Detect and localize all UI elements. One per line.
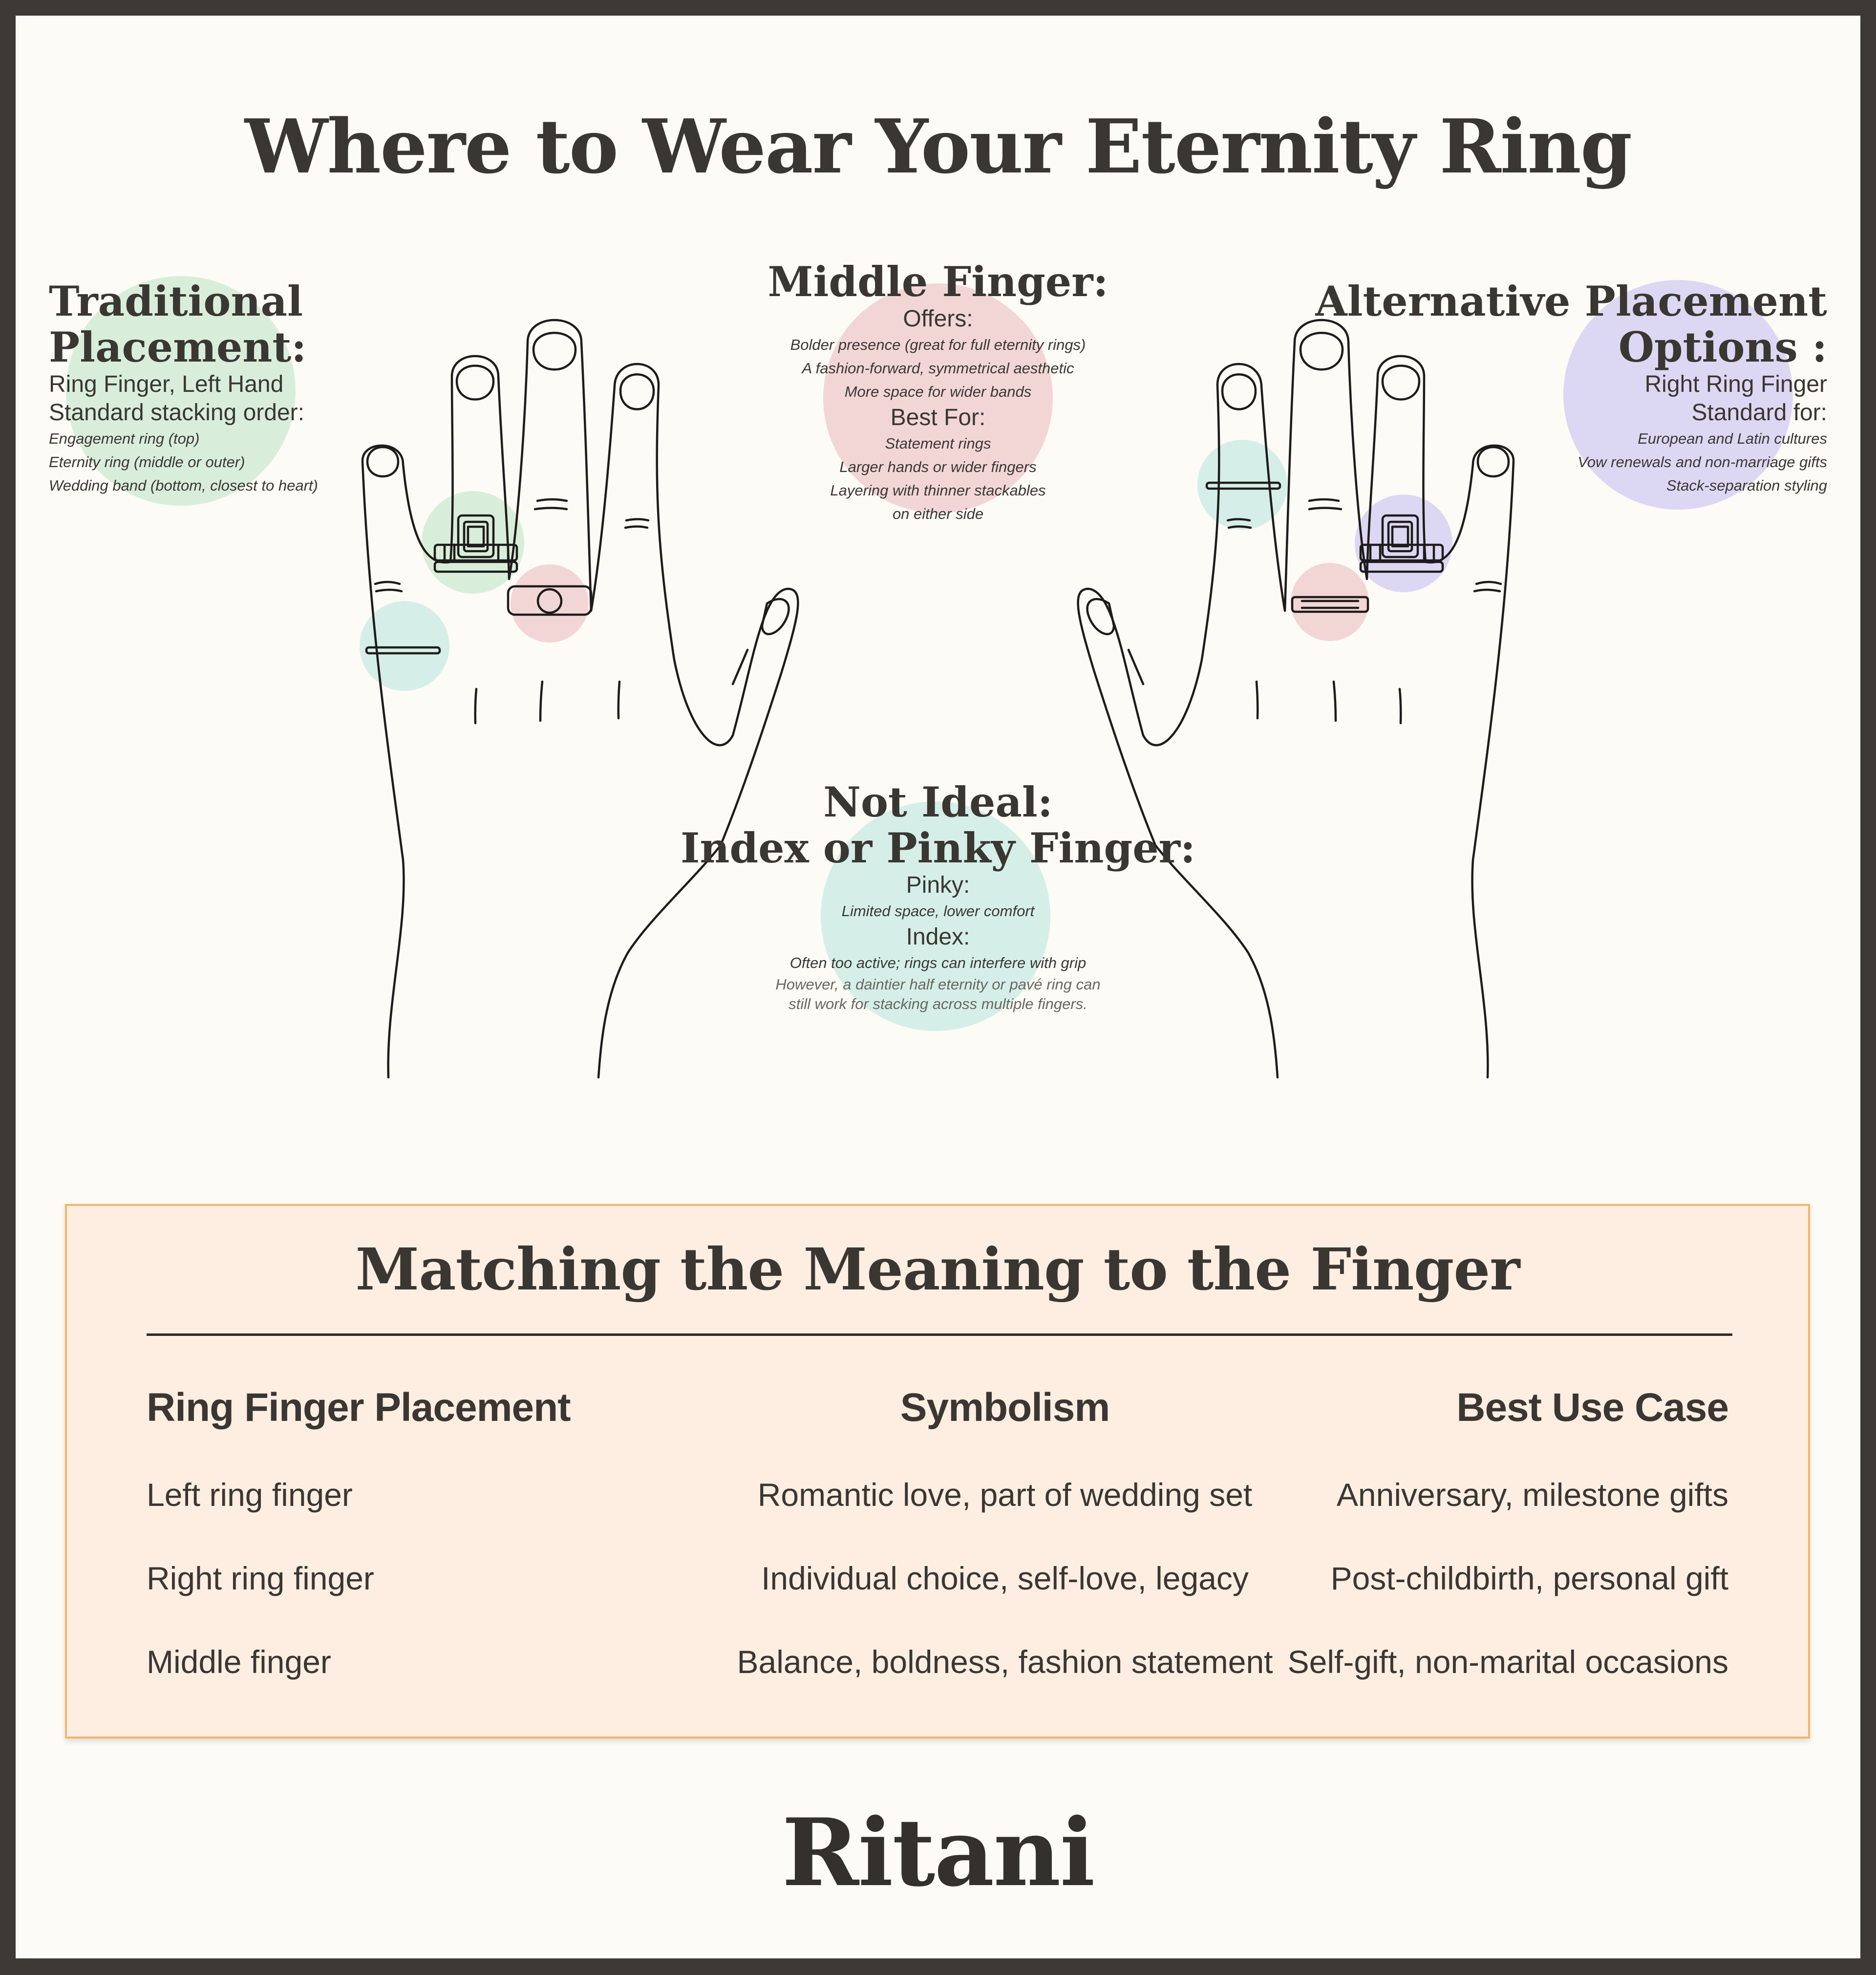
not-ideal-note: However, a daintier half eternity or pavé ring can [775,976,1101,993]
alternative-item: Stack-separation styling [1666,477,1827,494]
not-ideal-heading-line2: Index or Pinky Finger: [681,824,1195,872]
table-divider [147,1333,1732,1336]
middle-offers-label: Offers: [903,306,973,332]
middle-best-item: Statement rings [885,435,991,452]
left-middle-nail-icon [533,333,576,369]
middle-best-item: Larger hands or wider fingers [839,458,1037,475]
table-cell: Middle finger [147,1644,331,1680]
middle-finger-block [694,259,1182,526]
not-ideal-heading: Not Ideal: [823,778,1053,826]
middle-best-label: Best For: [890,405,986,430]
not-ideal-note-line2: still work for stacking across multiple fingers. [789,995,1087,1012]
index-label: Index: [906,924,970,950]
middle-offer-item: Bolder presence (great for full eternity rings) [790,336,1086,353]
alternative-item: European and Latin cultures [1638,430,1827,447]
traditional-subheading: Ring Finger, Left Hand [49,371,284,397]
table-cell: Romantic love, part of wedding set [757,1477,1253,1513]
meaning-table-panel [65,1204,1810,1739]
left-ring-nail-icon [457,366,493,400]
right-index-circle [1197,440,1287,530]
table-cell: Right ring finger [147,1560,374,1596]
middle-offer-item: More space for wider bands [844,383,1032,400]
traditional-item: Wedding band (bottom, closest to heart) [49,477,318,494]
middle-offer-item: A fashion-forward, symmetrical aesthetic [802,360,1074,377]
table-cell: Self-gift, non-marital occasions [1287,1644,1728,1680]
page-title: Where to Wear Your Eternity Ring [244,103,1632,190]
middle-best-item: Layering with thinner stackables [830,482,1046,499]
traditional-placement-block [49,279,318,497]
index-text: Often too active; rings can interfere with grip [789,954,1087,971]
table-cell: Balance, boldness, fashion statement [737,1644,1273,1680]
table-header: Ring Finger Placement [147,1385,571,1430]
alternative-heading: Alternative Placement [1315,277,1827,325]
table-cell: Anniversary, milestone gifts [1336,1477,1728,1513]
traditional-order-label: Standard stacking order: [49,400,304,426]
table-cell: Left ring finger [147,1477,353,1513]
middle-best-item: on either side [892,505,984,522]
table-title: Matching the Meaning to the Finger [355,1235,1520,1303]
alternative-standard-label: Standard for: [1691,400,1827,426]
traditional-item: Eternity ring (middle or outer) [49,453,245,471]
alternative-heading-line2: Options : [1618,323,1827,371]
table-cell: Individual choice, self-love, legacy [761,1560,1249,1596]
traditional-heading: Traditional Placement: [49,277,307,371]
not-ideal-block [669,779,1207,1014]
left-index-nail-icon [620,374,654,409]
alternative-subheading: Right Ring Finger [1644,371,1827,397]
table-header: Best Use Case [1456,1385,1728,1430]
left-thumb-nail-icon [762,599,789,634]
pinky-text: Limited space, lower comfort [841,902,1035,920]
table-header: Symbolism [900,1385,1110,1430]
brand-logo: Ritani [782,1798,1094,1907]
pinky-label: Pinky: [906,872,970,898]
middle-finger-circle [511,564,589,643]
left-pinky-nail-icon [367,447,398,476]
alternative-placement-block [1315,279,1827,497]
table-cell: Post-childbirth, personal gift [1330,1560,1728,1596]
traditional-item: Engagement ring (top) [49,430,200,447]
alternative-item: Vow renewals and non-marriage gifts [1578,453,1827,471]
middle-heading: Middle Finger: [767,258,1109,306]
